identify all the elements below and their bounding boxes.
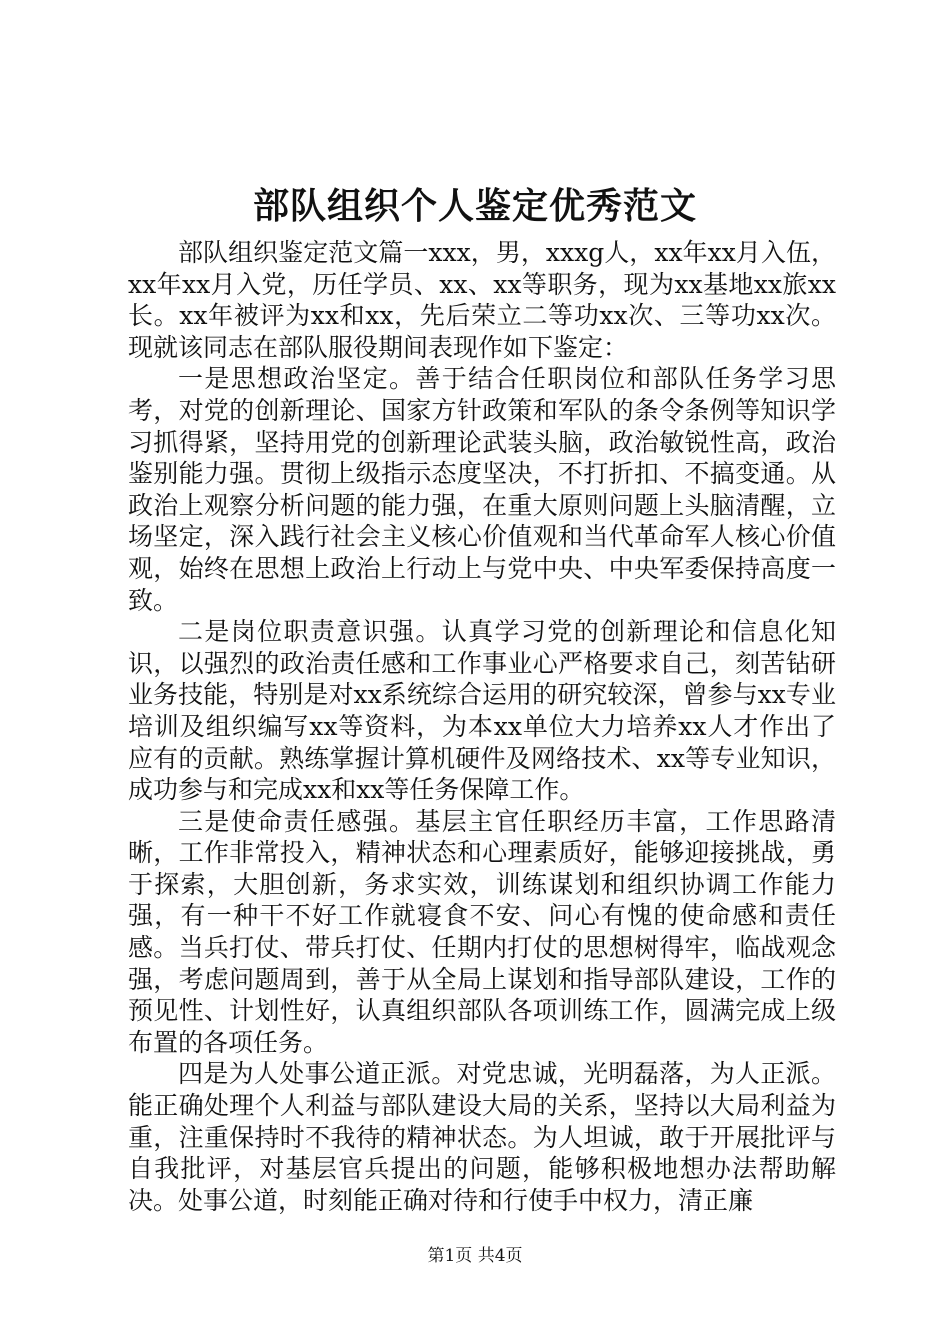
paragraph-conduct: 四是为人处事公道正派。对党忠诚，光明磊落，为人正派。能正确处理个人利益与部队建设大局的关系，坚持以大局利益为重，注重保持时不我待的精神状态。为人坦诚，敢于开展批评与自我批评，对基层官兵提出的问题，能够积极地想办法帮助解决。处事公道，时刻能正确对待和行使手中权力，清正廉: [128, 1059, 836, 1215]
paragraph-intro: 部队组织鉴定范文篇一xxx，男，xxxg人，xx年xx月入伍，xx年xx月入党，历任学员、xx、xx等职务，现为xx基地xx旅xx长。xx年被评为xx和xx，先后荣立二等功xx次、三等功xx次。现就该同志在部队服役期间表现作如下鉴定：: [128, 238, 836, 362]
document-title: 部队组织个人鉴定优秀范文: [252, 185, 697, 227]
paragraph-duty: 二是岗位职责意识强。认真学习党的创新理论和信息化知识，以强烈的政治责任感和工作事业心严格要求自己，刻苦钻研业务技能，特别是对xx系统综合运用的研究较深，曾参与xx专业培训及组织编写xx等资料，为本xx单位大力培养xx人才作出了应有的贡献。熟练掌握计算机硬件及网络技术、xx等专业知识，成功参与和完成xx和xx等任务保障工作。: [128, 617, 836, 805]
paragraph-political: 一是思想政治坚定。善于结合任职岗位和部队任务学习思考，对党的创新理论、国家方针政策和军队的条令条例等知识学习抓得紧，坚持用党的创新理论武装头脑，政治敏锐性高，政治鉴别能力强。贯彻上级指示态度坚决，不打折扣、不搞变通。从政治上观察分析问题的能力强，在重大原则问题上头脑清醒，立场坚定，深入践行社会主义核心价值观和当代革命军人核心价值观，始终在思想上政治上行动上与党中央、中央军委保持高度一致。: [128, 364, 836, 615]
page-number-footer: 第1页 共4页: [427, 1246, 523, 1266]
paragraph-mission: 三是使命责任感强。基层主官任职经历丰富，工作思路清晰，工作非常投入，精神状态和心理素质好，能够迎接挑战，勇于探索，大胆创新，务求实效，训练谋划和组织协调工作能力强，有一种干不好工作就寝食不安、问心有愧的使命感和责任感。当兵打仗、带兵打仗、任期内打仗的思想树得牢，临战观念强，考虑问题周到，善于从全局上谋划和指导部队建设，工作的预见性、计划性好，认真组织部队各项训练工作，圆满完成上级布置的各项任务。: [128, 806, 836, 1057]
document-body: [128, 237, 836, 1216]
